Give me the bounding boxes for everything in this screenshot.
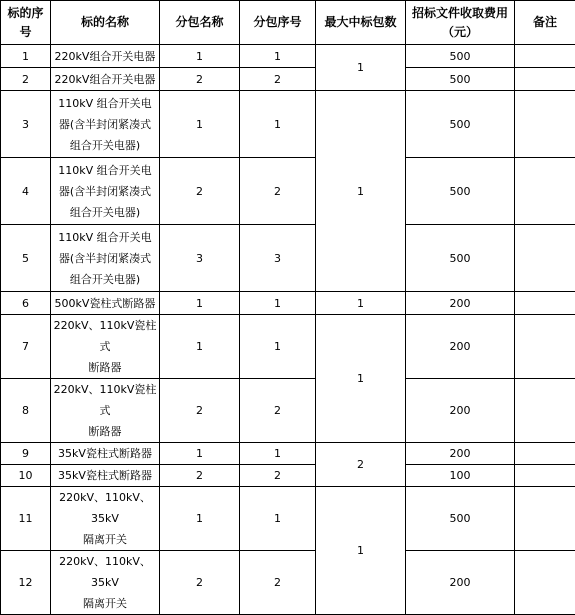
cell-fee: 200 [406, 551, 515, 615]
cell-seq: 2 [1, 68, 51, 91]
cell-package-name: 1 [160, 45, 240, 68]
cell-max-packages: 2 [316, 443, 406, 487]
name-line: 220kV、110kV瓷柱式 [52, 379, 158, 421]
cell-package-no: 1 [240, 443, 316, 465]
cell-fee: 500 [406, 45, 515, 68]
cell-remarks [515, 551, 575, 615]
table-row [1, 225, 575, 292]
cell-max-packages: 1 [316, 315, 406, 443]
cell-name [51, 68, 160, 91]
table-row [1, 379, 575, 443]
cell-name [51, 551, 160, 615]
name-line: 断路器 [89, 357, 122, 378]
cell-package-no: 2 [240, 158, 316, 225]
name-line: 220kV、110kV瓷柱式 [52, 315, 158, 357]
cell-package-name: 2 [160, 68, 240, 91]
cell-remarks [515, 292, 575, 315]
cell-fee: 200 [406, 379, 515, 443]
table-row [1, 465, 575, 487]
cell-max-packages: 1 [316, 91, 406, 292]
table-row [1, 443, 575, 465]
name-line: 500kV瓷柱式断路器 [55, 293, 156, 314]
cell-fee: 200 [406, 443, 515, 465]
table-row [1, 315, 575, 379]
cell-remarks [515, 465, 575, 487]
cell-package-name: 2 [160, 465, 240, 487]
cell-package-no: 1 [240, 487, 316, 551]
header-name: 标的名称 [51, 1, 160, 45]
name-line: 隔离开关 [83, 593, 127, 614]
cell-seq: 8 [1, 379, 51, 443]
cell-max-packages: 1 [316, 45, 406, 91]
cell-seq: 1 [1, 45, 51, 68]
name-line: 隔离开关 [83, 529, 127, 550]
cell-package-no: 1 [240, 45, 316, 68]
header-remarks: 备注 [515, 1, 575, 45]
table-row [1, 487, 575, 551]
name-line: 35kV瓷柱式断路器 [58, 465, 152, 486]
cell-package-name: 1 [160, 443, 240, 465]
cell-remarks [515, 225, 575, 292]
cell-remarks [515, 443, 575, 465]
table-row [1, 551, 575, 615]
name-line: 35kV瓷柱式断路器 [58, 443, 152, 464]
cell-seq: 7 [1, 315, 51, 379]
cell-name [51, 91, 160, 158]
cell-package-no: 1 [240, 292, 316, 315]
table-row [1, 68, 575, 91]
cell-remarks [515, 487, 575, 551]
name-line: 220kV组合开关电器 [55, 46, 156, 67]
cell-name [51, 487, 160, 551]
cell-remarks [515, 315, 575, 379]
cell-name [51, 465, 160, 487]
cell-remarks [515, 91, 575, 158]
cell-package-no: 2 [240, 551, 316, 615]
cell-package-name: 2 [160, 379, 240, 443]
header-fee: 招标文件收取费用（元） [406, 1, 515, 45]
cell-fee: 200 [406, 315, 515, 379]
cell-seq: 10 [1, 465, 51, 487]
table-row [1, 91, 575, 158]
name-line: 组合开关电器) [70, 269, 140, 290]
cell-package-name: 1 [160, 91, 240, 158]
cell-seq: 4 [1, 158, 51, 225]
cell-remarks [515, 158, 575, 225]
table-row [1, 158, 575, 225]
cell-seq: 6 [1, 292, 51, 315]
name-line: 220kV、110kV、35kV [52, 487, 158, 529]
cell-package-no: 2 [240, 379, 316, 443]
cell-name [51, 225, 160, 292]
cell-package-name: 2 [160, 551, 240, 615]
cell-fee: 500 [406, 225, 515, 292]
name-line: 110kV 组合开关电 [58, 93, 151, 114]
table-row [1, 292, 575, 315]
cell-max-packages: 1 [316, 292, 406, 315]
name-line: 组合开关电器) [70, 202, 140, 223]
name-line: 110kV 组合开关电 [58, 227, 151, 248]
cell-seq: 5 [1, 225, 51, 292]
cell-fee: 500 [406, 487, 515, 551]
cell-package-name: 3 [160, 225, 240, 292]
cell-max-packages: 1 [316, 487, 406, 615]
name-line: 器(含半封闭紧凑式 [59, 114, 151, 135]
header-seq: 标的序号 [1, 1, 51, 45]
cell-package-name: 2 [160, 158, 240, 225]
cell-fee: 100 [406, 465, 515, 487]
cell-package-no: 2 [240, 465, 316, 487]
cell-package-no: 1 [240, 315, 316, 379]
header-row [1, 1, 575, 45]
cell-seq: 3 [1, 91, 51, 158]
cell-seq: 12 [1, 551, 51, 615]
header-package-no: 分包序号 [240, 1, 316, 45]
cell-name [51, 158, 160, 225]
cell-name [51, 315, 160, 379]
header-package-name: 分包名称 [160, 1, 240, 45]
cell-fee: 500 [406, 91, 515, 158]
name-line: 220kV组合开关电器 [55, 69, 156, 90]
cell-package-name: 1 [160, 315, 240, 379]
cell-name [51, 45, 160, 68]
cell-package-no: 2 [240, 68, 316, 91]
cell-remarks [515, 45, 575, 68]
name-line: 110kV 组合开关电 [58, 160, 151, 181]
name-line: 断路器 [89, 421, 122, 442]
header-max-packages: 最大中标包数 [316, 1, 406, 45]
cell-fee: 200 [406, 292, 515, 315]
table-row [1, 45, 575, 68]
cell-name [51, 379, 160, 443]
name-line: 器(含半封闭紧凑式 [59, 248, 151, 269]
name-line: 器(含半封闭紧凑式 [59, 181, 151, 202]
cell-remarks [515, 379, 575, 443]
cell-package-name: 1 [160, 292, 240, 315]
cell-name [51, 292, 160, 315]
name-line: 220kV、110kV、35kV [52, 551, 158, 593]
cell-package-no: 1 [240, 91, 316, 158]
name-line: 组合开关电器) [70, 135, 140, 156]
cell-seq: 11 [1, 487, 51, 551]
cell-remarks [515, 68, 575, 91]
cell-name [51, 443, 160, 465]
cell-package-no: 3 [240, 225, 316, 292]
cell-fee: 500 [406, 68, 515, 91]
cell-seq: 9 [1, 443, 51, 465]
cell-fee: 500 [406, 158, 515, 225]
cell-package-name: 1 [160, 487, 240, 551]
